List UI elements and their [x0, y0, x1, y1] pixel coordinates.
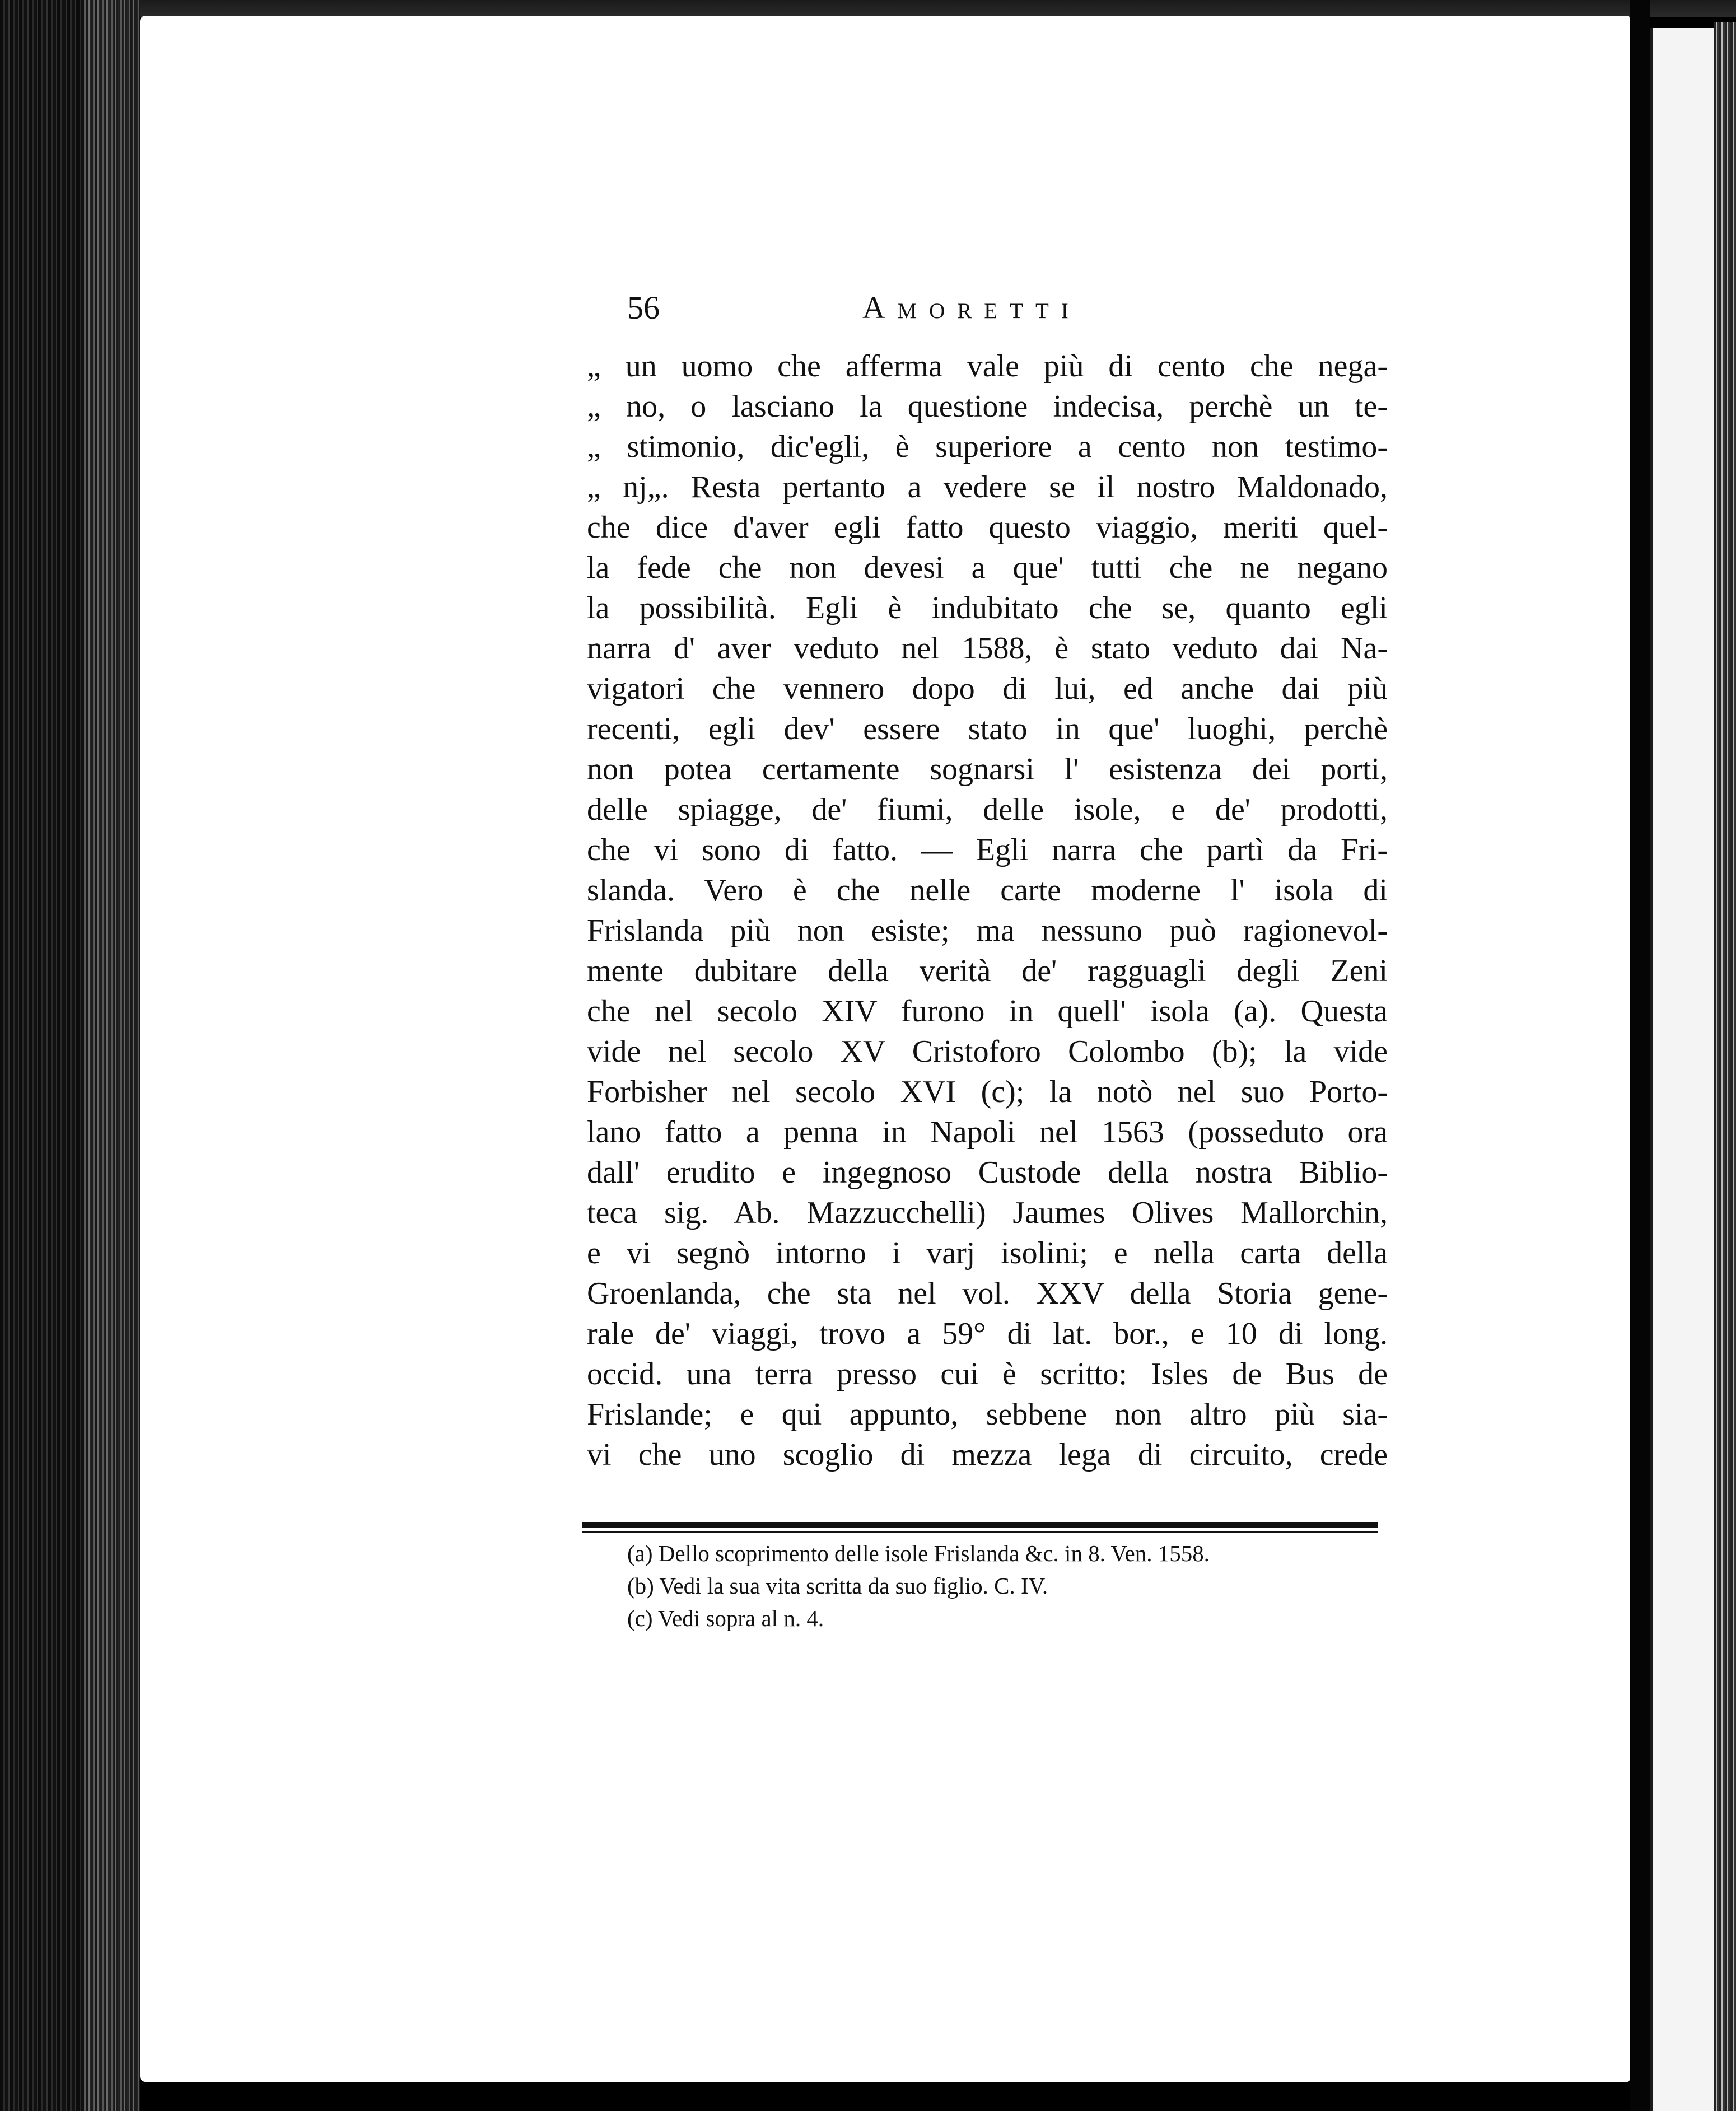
text-line: „ stimonio, dic'egli, è superiore a cento non testimo-	[587, 429, 1388, 464]
footnote-rule-thin	[582, 1531, 1378, 1533]
text-line: la possibilità. Egli è indubitato che se, quanto egli	[587, 591, 1388, 625]
text-line: Groenlanda, che sta nel vol. XXV della Storia gene-	[587, 1276, 1388, 1311]
footnote-b: (b) Vedi la sua vita scritta da suo figlio. C. IV.	[627, 1573, 1048, 1599]
text-line: e vi segnò intorno i varj isolini; e nella carta della	[587, 1236, 1388, 1271]
page-gutter	[1630, 0, 1650, 2111]
text-line: „ un uomo che afferma vale più di cento che nega-	[587, 349, 1388, 384]
text-line: che dice d'aver egli fatto questo viaggio, meriti quel-	[587, 510, 1388, 545]
footnote-c: (c) Vedi sopra al n. 4.	[627, 1605, 824, 1631]
text-line: teca sig. Ab. Mazzucchelli) Jaumes Olives Mallorchin,	[587, 1195, 1388, 1230]
footnote-rule	[582, 1522, 1378, 1528]
text-line: „ nj„. Resta pertanto a vedere se il nostro Maldonado,	[587, 470, 1388, 505]
text-line: mente dubitare della verità de' ragguagli degli Zeni	[587, 954, 1388, 988]
text-line: dall' erudito e ingegnoso Custode della nostra Biblio-	[587, 1155, 1388, 1190]
text-line: che vi sono di fatto. — Egli narra che partì da Fri-	[587, 833, 1388, 867]
text-line: vide nel secolo XV Cristoforo Colombo (b); la vide	[587, 1034, 1388, 1069]
text-line: non potea certamente sognarsi l' esistenza dei porti,	[587, 752, 1388, 787]
page-header	[627, 286, 1159, 330]
footnote-a: (a) Dello scoprimento delle isole Frislanda &c. in 8. Ven. 1558.	[627, 1540, 1210, 1566]
text-line: che nel secolo XIV furono in quell' isola (a). Questa	[587, 994, 1388, 1029]
text-line: recenti, egli dev' essere stato in que' luoghi, perchè	[587, 712, 1388, 746]
text-line: Forbisher nel secolo XVI (c); la notò nel suo Porto-	[587, 1075, 1388, 1109]
text-line: vigatori che vennero dopo di lui, ed anche dai più	[587, 671, 1388, 706]
text-line: la fede che non devesi a que' tutti che ne negano	[587, 550, 1388, 585]
running-head: Amoretti	[862, 291, 1081, 325]
text-line: vi che uno scoglio di mezza lega di circuito, crede	[587, 1437, 1388, 1472]
adjacent-page-edge	[1714, 22, 1736, 2111]
page-number: 56	[627, 289, 660, 326]
text-line: lano fatto a penna in Napoli nel 1563 (posseduto ora	[587, 1115, 1388, 1150]
body-text	[587, 346, 1388, 1475]
text-line: „ no, o lasciano la questione indecisa, perchè un te-	[587, 389, 1388, 424]
text-line: delle spiagge, de' fiumi, delle isole, e de' prodotti,	[587, 792, 1388, 827]
text-line: occid. una terra presso cui è scritto: Isles de Bus de	[587, 1357, 1388, 1391]
text-line: narra d' aver veduto nel 1588, è stato veduto dai Na-	[587, 631, 1388, 666]
book-spine-edge	[0, 0, 140, 2111]
scan-top-edge	[0, 0, 1736, 17]
text-line: rale de' viaggi, trovo a 59° di lat. bor., e 10 di long.	[587, 1316, 1388, 1351]
text-line: Frislande; e qui appunto, sebbene non altro più sia-	[587, 1397, 1388, 1432]
footnotes	[627, 1537, 1389, 1634]
text-line: slanda. Vero è che nelle carte moderne l' isola di	[587, 873, 1388, 908]
text-line: Frislanda più non esiste; ma nessuno può ragionevol-	[587, 913, 1388, 948]
